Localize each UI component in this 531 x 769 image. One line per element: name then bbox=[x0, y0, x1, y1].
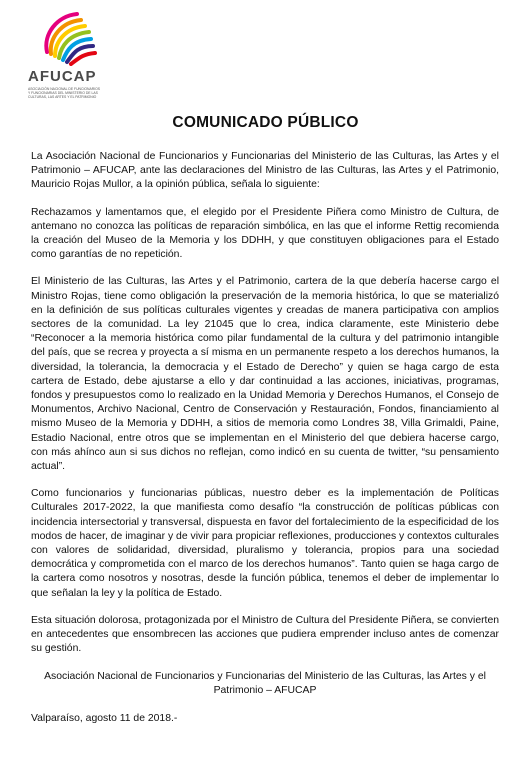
paragraph-rechazo: Rechazamos y lamentamos que, el elegido por el Presidente Piñera como Ministro de Cultura, de antemano no conozca las políticas de reparación simbólica, en las que el informe Rettig recomienda la creación del Museo de la Memoria y los DDHH, y que constituyen obligaciones para el Estado como garantías de no repetición. bbox=[31, 206, 499, 261]
paragraph-ministerio: El Ministerio de las Culturas, las Artes y el Patrimonio, cartera de la que debería hacerse cargo el Ministro Rojas, tiene como obligación la preservación de la memoria histórica, lo que se materializó en la definición de sus políticas culturales vigentes y creadas de manera participativa con amplios sectores de la comunidad. La ley 21045 que lo crea, indica claramente, este Ministerio debe “Reconocer a la memoria histórica como pilar fundamental de la cultura y del patrimonio intangible del país, que se recrea y proyecta a sí misma en un permanente respeto a los derechos humanos, la diversidad, la tolerancia, la democracia y el Estado de Derecho” y quien se haga cargo de esta cartera de Estado, debe ajustarse a ello y dar continuidad a las acciones, iniciativas, programas, fondos y presupuestos como lo realizado en la Unidad Memoria y Derechos Humanos, el Consejo de Monumentos, Archivo Nacional, Centro de Conservación y Restauración, Fondos, financiamiento al mismo Museo de la Memoria y DDHH, a sitios de memoria como Londres 38, Villa Grimaldi, Paine, Estadio Nacional, entre otros que se implementan en el Ministerio del que debiera hacerse cargo, con más ahínco aun si sus dichos no reflejan, como indicó en su cuenta de twitter, “su pensamiento actual”. bbox=[31, 276, 499, 473]
document-body bbox=[31, 150, 499, 739]
signature: Asociación Nacional de Funcionarios y Funcionarias del Ministerio de las Culturas, las Artes y el Patrimonio – AFUCAP bbox=[44, 670, 486, 696]
paragraph-intro: La Asociación Nacional de Funcionarios y Funcionarias del Ministerio de las Culturas, las Artes y el Patrimonio – AFUCAP, ante las declaraciones del Ministro de las Culturas, las Artes y el Patrimonio, Mauricio Rojas Mullor, a la opinión pública, señala lo siguiente: bbox=[31, 151, 499, 191]
logo-ribbon-icon bbox=[33, 8, 97, 66]
afucap-logo bbox=[28, 8, 104, 100]
logo-subtitle: ASOCIACIÓN NACIONAL DE FUNCIONARIOS Y FUNCIONARIAS DEL MINISTERIO DE LAS CULTURAS, LAS ARTES Y EL PATRIMONIO bbox=[28, 87, 101, 100]
paragraph-situacion: Esta situación dolorosa, protagonizada por el Ministro de Cultura del Presidente Piñera, se convierten en antecedentes que ensombrecen las acciones que pudiera emprender incluso antes de comenzar su gestión. bbox=[31, 614, 499, 655]
document-title: COMUNICADO PÚBLICO bbox=[172, 114, 359, 131]
logo-name: AFUCAP bbox=[28, 68, 97, 85]
place-date: Valparaíso, agosto 11 de 2018.- bbox=[31, 712, 178, 724]
paragraph-funcionarios: Como funcionarios y funcionarias públicas, nuestro deber es la implementación de Políticas Culturales 2017-2022, la que manifiesta como desafío “la construcción de políticas públicas con incidencia intersectorial y transversal, dispuesta en favor del fortalecimiento de la especificidad de los modos de hacer, de imaginar y de vivir para propiciar reflexiones, producciones y contextos culturales con valores de solidaridad, diversidad, pluralismo y tolerancia, propios para una sociedad democrática y comprometida con el marco de los derechos humanos”. Tanto quien se haga cargo de la cartera como nosotros y nosotras, desde la función pública, tenemos el deber de implementar lo que señalan la ley y la política de Estado. bbox=[31, 488, 499, 599]
